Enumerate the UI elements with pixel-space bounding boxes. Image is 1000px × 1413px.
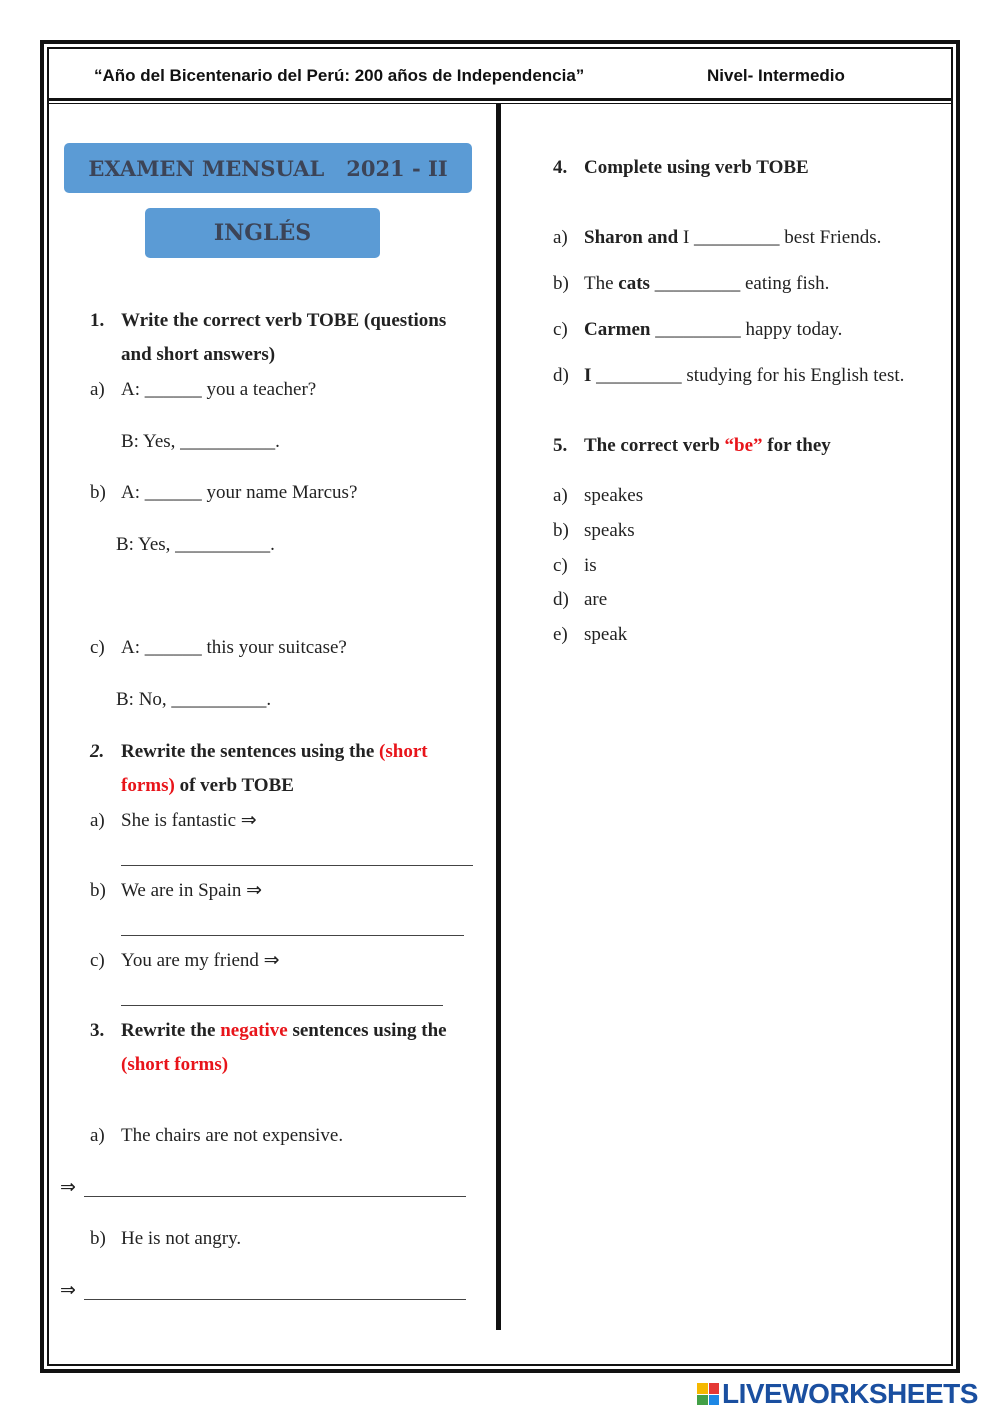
q3b-label: b) [90,1228,106,1249]
q3-title-red: negative [220,1020,288,1041]
subject-banner [145,208,380,258]
q1b-question[interactable]: A: ______ your name Marcus? [121,482,358,503]
q3b-arrow: ⇒ [60,1280,76,1301]
q2a-answer-line[interactable] [121,865,473,866]
q5-title [584,434,831,458]
q3-title-line2: (short forms) [121,1054,229,1075]
exam-banner [64,143,472,193]
q4d-sentence[interactable] [584,364,904,388]
q1a-question[interactable]: A: ______ you a teacher? [121,379,317,400]
q4a-bold: Sharon and [584,227,679,248]
liveworksheets-icon [697,1383,719,1405]
q3-number: 3. [90,1020,105,1041]
q2c-text: You are my friend ⇒ [121,950,280,971]
q1-title-line2: and short answers) [121,344,276,365]
q3b-answer-line[interactable] [84,1299,466,1300]
q5-option-c-label: c) [553,555,568,576]
q2b-label: b) [90,880,106,901]
q1c-answer[interactable]: B: No, __________. [116,689,272,710]
q5-option-b-label: b) [553,520,569,541]
q4-title: Complete using verb TOBE [584,157,809,178]
q5-option-a-label: a) [553,485,568,506]
q4d-bold: I [584,365,592,386]
q4b-pre: The [584,273,619,294]
q2-title-text: Rewrite the sentences using the [121,741,380,762]
q5-title-text2: for they [762,435,831,456]
header-divider [47,98,953,101]
column-divider [496,104,501,1330]
q3-title-text2: sentences using the [287,1020,447,1041]
q3a-label: a) [90,1125,105,1146]
q2b-answer-line[interactable] [121,935,464,936]
q4a-sentence[interactable] [584,226,881,250]
q4b-bold: cats [618,273,650,294]
q2b-text: We are in Spain ⇒ [121,880,263,901]
exam-banner-text: EXAMEN MENSUAL 2021 - II [88,155,448,181]
q4a-rest: I _________ best Friends. [678,227,882,248]
q1-title-line1: Write the correct verb TOBE (questions [121,310,447,331]
q5-option-d[interactable]: are [584,589,608,610]
q4c-bold: Carmen [584,319,651,340]
q4b-label: b) [553,273,569,294]
q5-title-red: “be” [724,435,763,456]
q3b-text: He is not angry. [121,1228,242,1249]
q1b-answer[interactable]: B: Yes, __________. [116,534,275,555]
q4d-label: d) [553,365,569,386]
q4c-rest: _________ happy today. [650,319,843,340]
q1a-label: a) [90,379,105,400]
q2-title-line2 [121,774,294,798]
q4c-sentence[interactable] [584,318,842,342]
header-level: Nivel- Intermedio [707,66,845,85]
q2-number: 2. [90,741,105,762]
q2a-label: a) [90,810,105,831]
q1b-label: b) [90,482,106,503]
liveworksheets-brand: LIVEWORKSHEETS [722,1378,978,1409]
q2c-label: c) [90,950,105,971]
q2c-answer-line[interactable] [121,1005,443,1006]
q3a-answer-line[interactable] [84,1196,466,1197]
q1a-answer[interactable]: B: Yes, __________. [121,431,280,452]
q5-option-b[interactable]: speaks [584,520,635,541]
subject-banner-text: INGLÉS [213,220,312,246]
q5-number: 5. [553,435,568,456]
q2-title-line1 [121,740,428,764]
q4c-label: c) [553,319,568,340]
header-motto: “Año del Bicentenario del Perú: 200 años de Independencia” [94,66,585,85]
q1-number: 1. [90,310,105,331]
q2-title-red2: forms) [121,775,175,796]
q4d-rest: _________ studying for his English test. [591,365,905,386]
q4b-rest: _________ eating fish. [649,273,830,294]
q5-option-e-label: e) [553,624,568,645]
q3-title-line1 [121,1019,447,1043]
liveworksheets-logo[interactable] [697,1378,978,1410]
q4a-label: a) [553,227,568,248]
q4b-sentence[interactable] [584,272,829,296]
q5-option-c[interactable]: is [584,555,597,576]
q3a-arrow: ⇒ [60,1177,76,1198]
q3-title-text: Rewrite the [121,1020,221,1041]
q5-option-a[interactable]: speakes [584,485,644,506]
q2-title-text2: of verb TOBE [174,775,294,796]
q5-option-d-label: d) [553,589,569,610]
q2-title-red: (short [379,741,428,762]
q1c-label: c) [90,637,105,658]
q1c-question[interactable]: A: ______ this your suitcase? [121,637,347,658]
q4-number: 4. [553,157,568,178]
q5-title-text: The correct verb [584,435,725,456]
q2a-text: She is fantastic ⇒ [121,810,257,831]
q5-option-e[interactable]: speak [584,624,628,645]
q3a-text: The chairs are not expensive. [121,1125,344,1146]
